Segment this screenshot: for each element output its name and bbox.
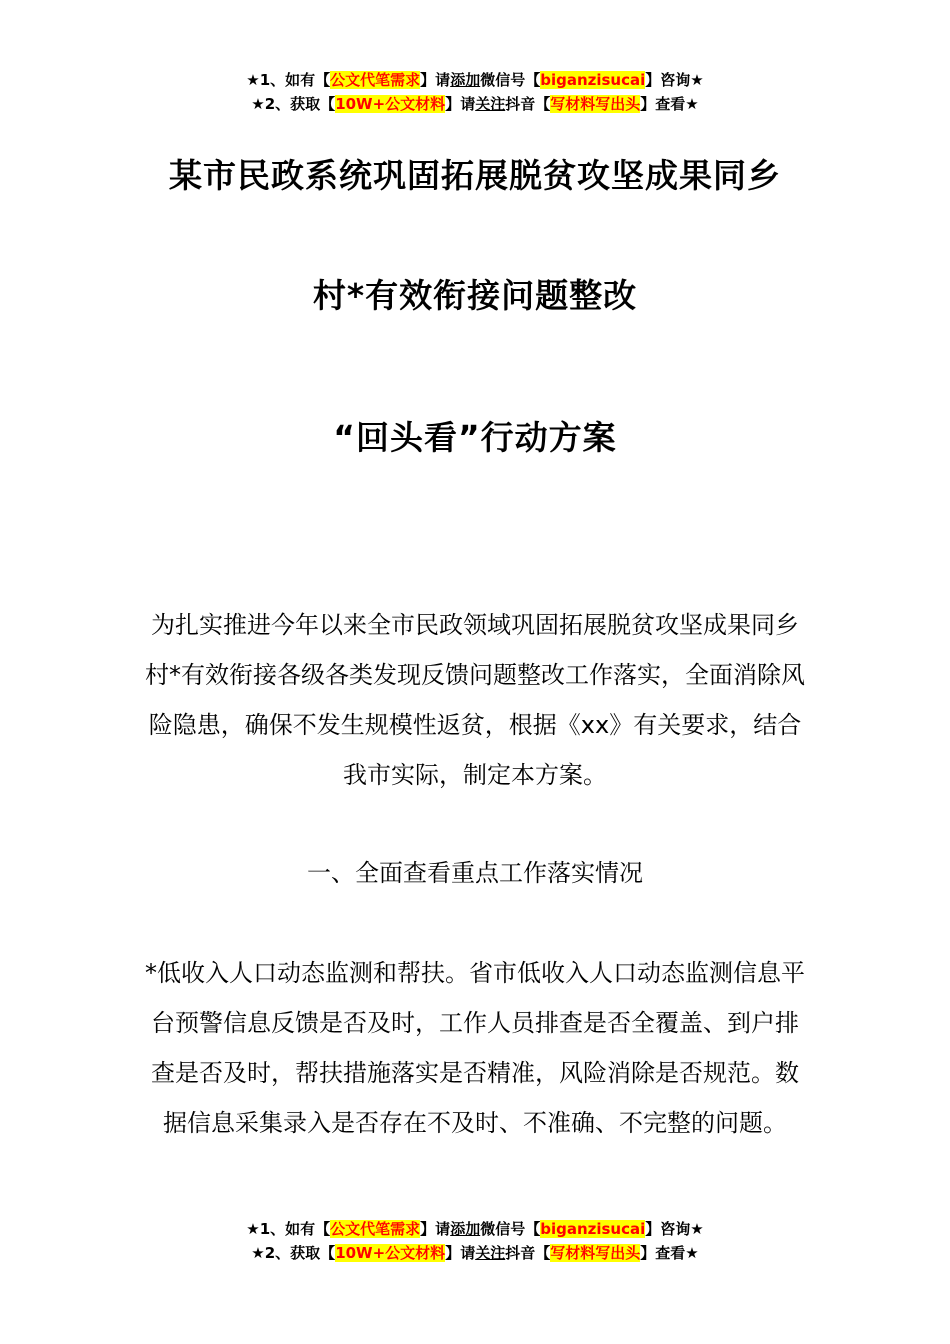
banner-underlined: 添加 — [450, 1220, 481, 1238]
banner-highlight: 公文代笔需求 — [330, 1220, 421, 1238]
banner-text: 】请 — [420, 71, 451, 89]
banner-line-1 — [0, 68, 950, 92]
banner-text: 】咨询★ — [645, 71, 704, 89]
banner-text: ★2、获取【 — [251, 1244, 336, 1262]
banner-text: 抖音【 — [505, 95, 551, 113]
banner-text: 】咨询★ — [645, 1220, 704, 1238]
banner-text: 】请 — [445, 95, 476, 113]
banner-text: ★1、如有【 — [246, 1220, 331, 1238]
section-paragraph: *低收入人口动态监测和帮扶。省市低收入人口动态监测信息平台预警信息反馈是否及时，工作人员排查是否全覆盖、到户排查是否及时，帮扶措施落实是否精准，风险消除是否规范。数据信息采集录入是否存在不及时、不准确、不完整的问题。 — [145, 959, 805, 1137]
banner-text: 】查看★ — [640, 1244, 699, 1262]
banner-text: ★2、获取【 — [251, 95, 336, 113]
banner-highlight: 10W+公文材料 — [335, 1244, 446, 1262]
banner-highlight: 10W+公文材料 — [335, 95, 446, 113]
intro-paragraph: 为扎实推进今年以来全市民政领域巩固拓展脱贫攻坚成果同乡村*有效衔接各级各类发现反馈问题整改工作落实，全面消除风险隐患，确保不发生规模性返贫，根据《xx》有关要求，结合我市实际，制定本方案。 — [145, 611, 805, 789]
banner-line-1 — [0, 1217, 950, 1241]
banner-line-2 — [0, 92, 950, 116]
section-heading: 一、全面查看重点工作落实情况 — [307, 859, 643, 887]
banner-line-2 — [0, 1241, 950, 1265]
banner-text: 抖音【 — [505, 1244, 551, 1262]
banner-text: 】请 — [445, 1244, 476, 1262]
banner-text: ★1、如有【 — [246, 71, 331, 89]
banner-underlined: 添加 — [450, 71, 481, 89]
banner-text: 微信号【 — [480, 1220, 541, 1238]
banner-text: 微信号【 — [480, 71, 541, 89]
banner-douyin-id: 写材料写出头 — [550, 95, 641, 113]
document-title-line-2: 村*有效衔接问题整改 — [312, 276, 638, 315]
banner-text: 】请 — [420, 1220, 451, 1238]
document-title-line-1: 某市民政系统巩固拓展脱贫攻坚成果同乡 — [169, 156, 781, 195]
banner-wechat-id: biganzisucai — [540, 71, 646, 89]
banner-douyin-id: 写材料写出头 — [550, 1244, 641, 1262]
banner-highlight: 公文代笔需求 — [330, 71, 421, 89]
banner-text: 】查看★ — [640, 95, 699, 113]
document-title-line-3: “回头看”行动方案 — [333, 418, 617, 457]
header-banner — [0, 68, 950, 116]
banner-wechat-id: biganzisucai — [540, 1220, 646, 1238]
footer-banner — [0, 1217, 950, 1265]
banner-underlined: 关注 — [475, 95, 506, 113]
banner-underlined: 关注 — [475, 1244, 506, 1262]
